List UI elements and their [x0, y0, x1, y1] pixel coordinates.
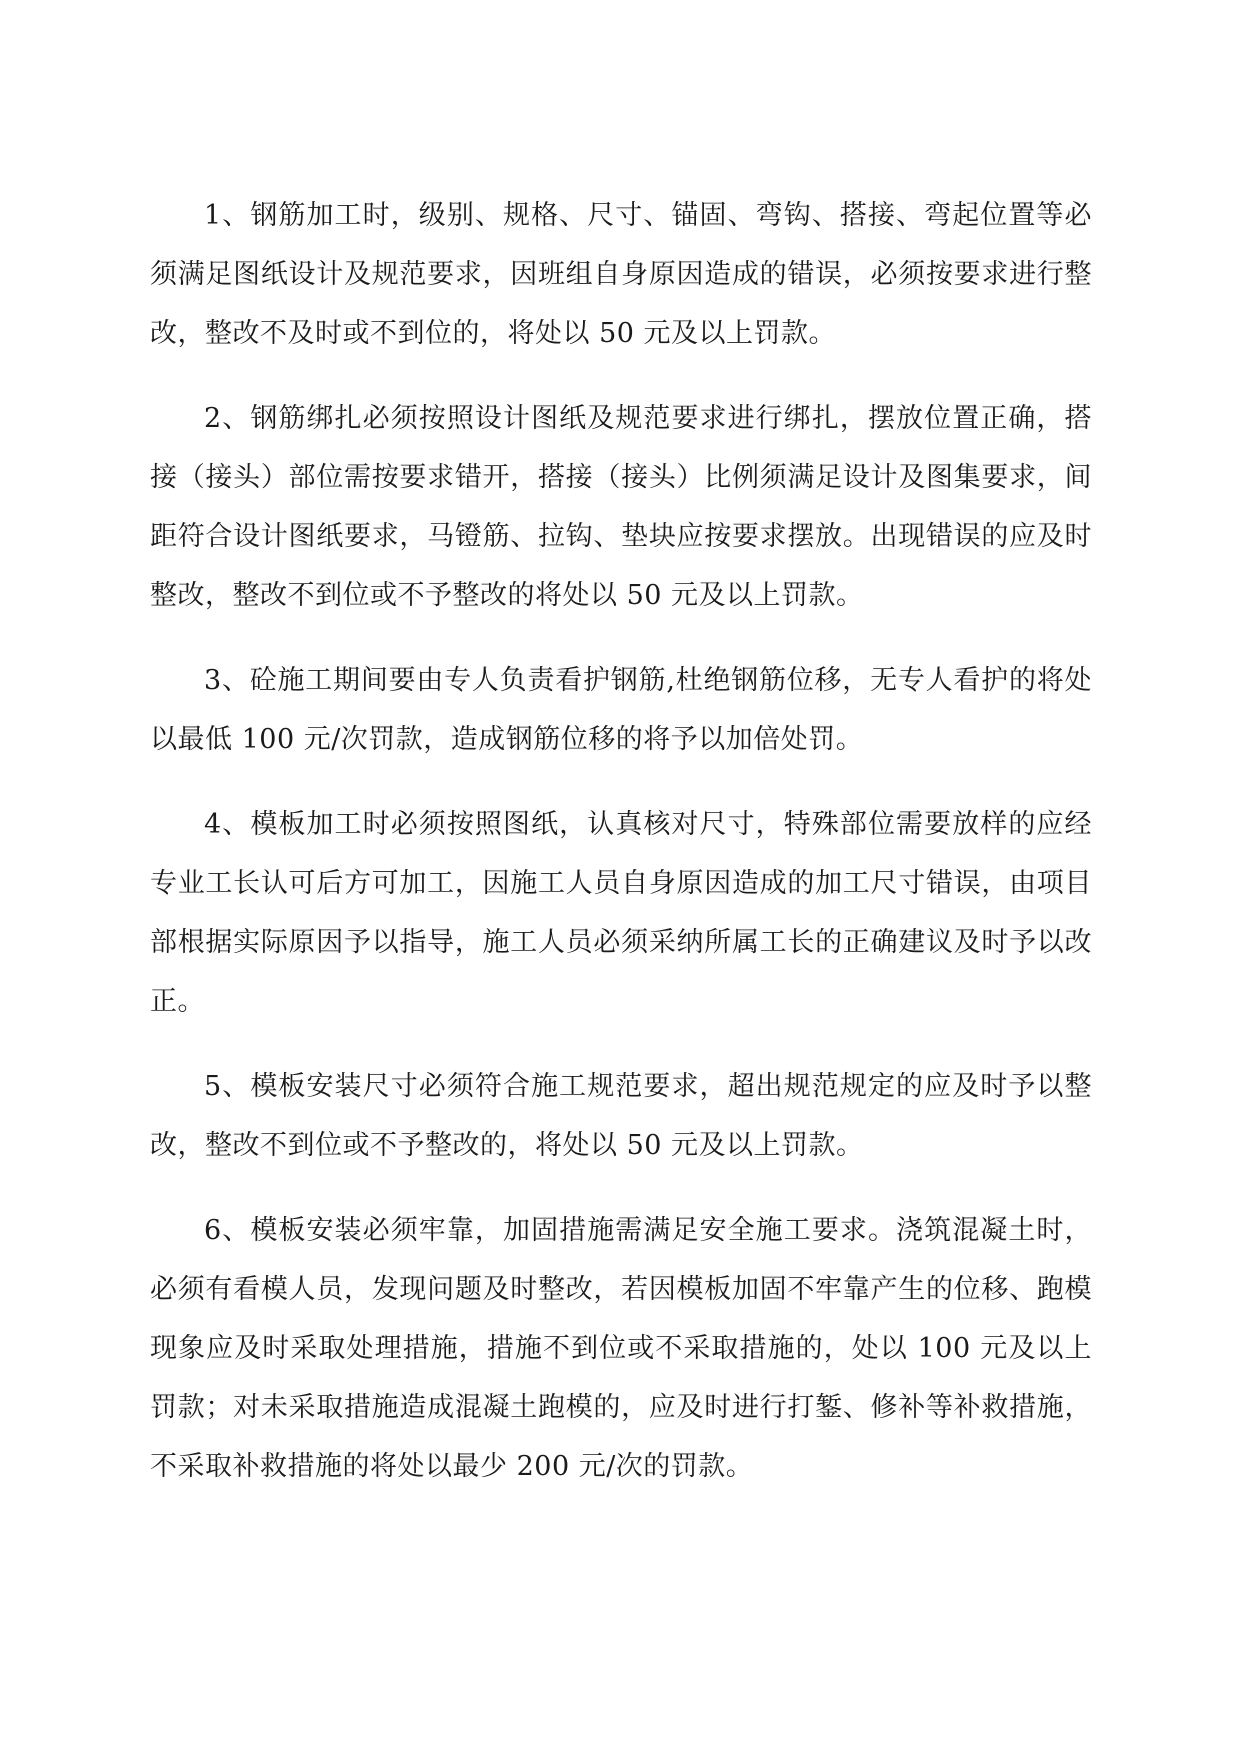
paragraph-1: 1、钢筋加工时，级别、规格、尺寸、锚固、弯钩、搭接、弯起位置等必须满足图纸设计及规范要求，因班组自身原因造成的错误，必须按要求进行整改，整改不及时或不到位的，将处以 50 元及以上罚款。 [150, 200, 1092, 349]
paragraph-3: 3、砼施工期间要由专人负责看护钢筋,杜绝钢筋位移，无专人看护的将处以最低 100 元/次罚款，造成钢筋位移的将予以加倍处罚。 [150, 665, 1092, 755]
paragraph-5: 5、模板安装尺寸必须符合施工规范要求，超出规范规定的应及时予以整改，整改不到位或不予整改的，将处以 50 元及以上罚款。 [150, 1071, 1092, 1161]
paragraph-4: 4、模板加工时必须按照图纸，认真核对尺寸，特殊部位需要放样的应经专业工长认可后方可加工，因施工人员自身原因造成的加工尺寸错误，由项目部根据实际原因予以指导，施工人员必须采纳所属工长的正确建议及时予以改正。 [150, 809, 1092, 1017]
paragraph-6: 6、模板安装必须牢靠，加固措施需满足安全施工要求。浇筑混凝土时，必须有看模人员，发现问题及时整改，若因模板加固不牢靠产生的位移、跑模现象应及时采取处理措施，措施不到位或不采取措施的，处以 100 元及以上罚款；对未采取措施造成混凝土跑模的，应及时进行打錾、修补等补救措施，不采取补救措施的将处以最少 200 元/次的罚款。 [150, 1215, 1092, 1482]
paragraph-2: 2、钢筋绑扎必须按照设计图纸及规范要求进行绑扎，摆放位置正确，搭接（接头）部位需按要求错开，搭接（接头）比例须满足设计及图集要求，间距符合设计图纸要求，马镫筋、拉钩、垫块应按要求摆放。出现错误的应及时整改，整改不到位或不予整改的将处以 50 元及以上罚款。 [150, 403, 1092, 611]
document-body [150, 186, 1092, 1522]
